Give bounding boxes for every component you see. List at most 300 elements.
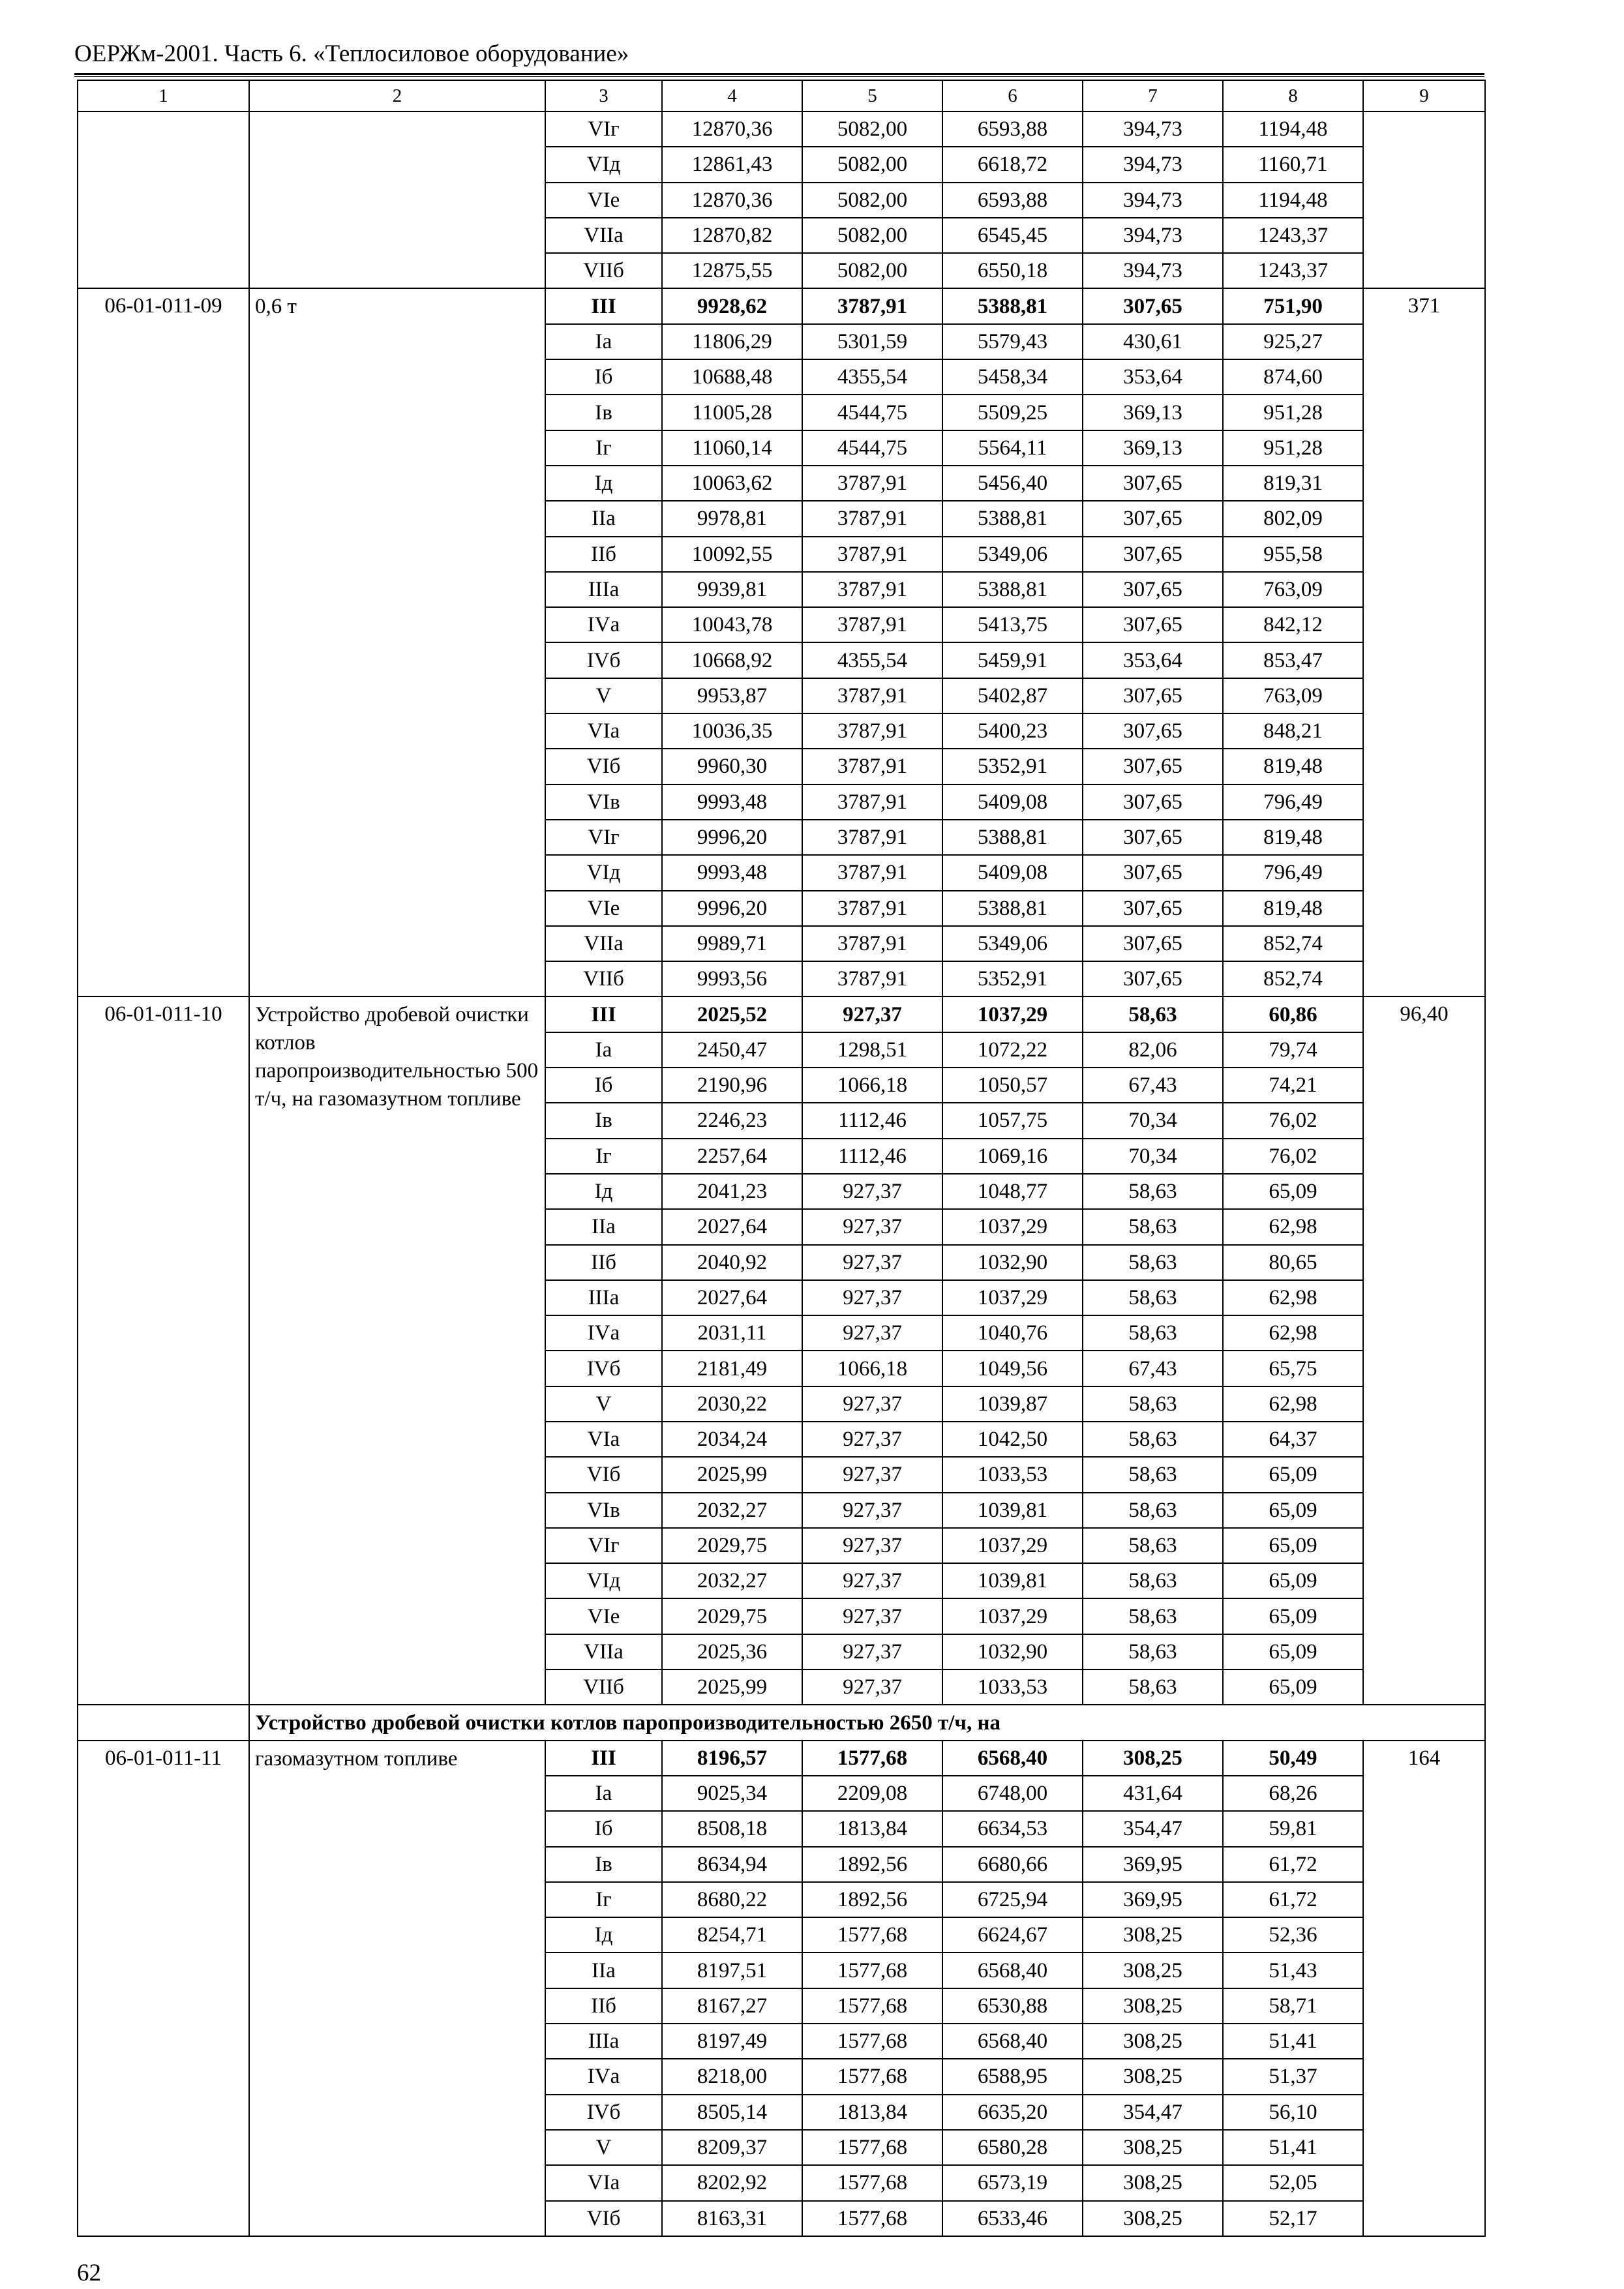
cell-machines: 5564,11 [942,430,1083,466]
cell-wages: 927,37 [802,1528,942,1563]
cell-total: 12870,82 [662,218,802,253]
cell-machinist-wages: 58,63 [1083,1386,1223,1422]
cell-total: 8508,18 [662,1811,802,1846]
column-header-9: 9 [1363,80,1485,112]
cell-region: VIб [545,1457,662,1492]
rate-name: Устройство дробевой очистки котлов паропроизводительностью 500 т/ч, на газомазутном топливе [249,996,545,1705]
cell-wages: 3787,91 [802,785,942,820]
cell-materials: 874,60 [1223,359,1363,395]
cell-machines: 5388,81 [942,501,1083,536]
cell-materials: 951,28 [1223,430,1363,466]
cell-wages: 927,37 [802,1634,942,1669]
cell-region: VIг [545,820,662,855]
cell-wages: 1577,68 [802,2201,942,2236]
column-header-3: 3 [545,80,662,112]
cell-materials: 65,09 [1223,1634,1363,1669]
cell-machines: 5400,23 [942,713,1083,749]
cell-machines: 6618,72 [942,147,1083,182]
cell-region: IVа [545,2059,662,2094]
cell-machines: 6545,45 [942,218,1083,253]
cell-total: 2025,52 [662,996,802,1032]
cell-materials: 819,48 [1223,891,1363,926]
rates-table [77,80,1486,2237]
section-heading-blank [78,1705,249,1740]
cell-wages: 3787,91 [802,678,942,713]
cell-machines: 5349,06 [942,926,1083,961]
rate-name: газомазутном топливе [249,1741,545,2236]
cell-materials: 819,48 [1223,820,1363,855]
cell-machinist-wages: 308,25 [1083,2059,1223,2094]
cell-total: 2190,96 [662,1068,802,1103]
cell-total: 9996,20 [662,891,802,926]
cell-region: VIа [545,713,662,749]
cell-wages: 3787,91 [802,926,942,961]
cell-machines: 6568,40 [942,1952,1083,1988]
cell-machines: 1039,87 [942,1386,1083,1422]
cell-machinist-wages: 307,65 [1083,537,1223,572]
cell-wages: 1577,68 [802,2130,942,2165]
cell-machinist-wages: 307,65 [1083,572,1223,607]
cell-wages: 1066,18 [802,1351,942,1386]
table-row [78,1741,1485,1776]
cell-wages: 3787,91 [802,891,942,926]
cell-wages: 3787,91 [802,961,942,996]
cell-machinist-wages: 308,25 [1083,2165,1223,2200]
cell-materials: 955,58 [1223,537,1363,572]
cell-wages: 927,37 [802,1422,942,1457]
cell-region: IIб [545,537,662,572]
cell-materials: 51,37 [1223,2059,1363,2094]
cell-machines: 5409,08 [942,785,1083,820]
cell-machines: 1057,75 [942,1103,1083,1138]
cell-machinist-wages: 394,73 [1083,147,1223,182]
cell-total: 2257,64 [662,1139,802,1174]
cell-total: 10063,62 [662,466,802,501]
cell-machines: 5458,34 [942,359,1083,395]
cell-machinist-wages: 307,65 [1083,785,1223,820]
cell-total: 9993,48 [662,855,802,890]
cell-total: 2025,99 [662,1669,802,1705]
cell-materials: 925,27 [1223,324,1363,359]
cell-wages: 1577,68 [802,2024,942,2059]
cell-machinist-wages: 308,25 [1083,2201,1223,2236]
cell-wages: 5301,59 [802,324,942,359]
cell-materials: 802,09 [1223,501,1363,536]
cell-region: Iв [545,395,662,430]
cell-machines: 5459,91 [942,642,1083,678]
cell-wages: 3787,91 [802,713,942,749]
cell-machines: 1033,53 [942,1457,1083,1492]
cell-materials: 852,74 [1223,926,1363,961]
cell-machinist-wages: 67,43 [1083,1068,1223,1103]
cell-region: Iд [545,1917,662,1952]
cell-machinist-wages: 58,63 [1083,1315,1223,1351]
cell-materials: 1194,48 [1223,183,1363,218]
cell-materials: 56,10 [1223,2095,1363,2130]
cell-total: 2029,75 [662,1598,802,1634]
cell-machinist-wages: 307,65 [1083,820,1223,855]
cell-materials: 951,28 [1223,395,1363,430]
page-number: 62 [77,2260,101,2286]
cell-machinist-wages: 307,65 [1083,961,1223,996]
cell-total: 8209,37 [662,2130,802,2165]
cell-wages: 4544,75 [802,395,942,430]
cell-machinist-wages: 58,63 [1083,1563,1223,1598]
cell-machines: 1049,56 [942,1351,1083,1386]
cell-machines: 1037,29 [942,1598,1083,1634]
cell-total: 12870,36 [662,112,802,147]
cell-region: VIд [545,147,662,182]
cell-total: 11060,14 [662,430,802,466]
column-header-7: 7 [1083,80,1223,112]
cell-wages: 927,37 [802,1245,942,1280]
cell-region: Iг [545,430,662,466]
cell-total: 2025,99 [662,1457,802,1492]
section-heading: Устройство дробевой очистки котлов паропроизводительностью 2650 т/ч, на [249,1705,1485,1740]
labor-resource: 164 [1363,1741,1485,2236]
cell-wages: 1577,68 [802,1952,942,1988]
cell-total: 8254,71 [662,1917,802,1952]
cell-materials: 819,48 [1223,749,1363,784]
cell-materials: 61,72 [1223,1847,1363,1882]
cell-total: 8505,14 [662,2095,802,2130]
cell-region: VIе [545,183,662,218]
cell-machinist-wages: 58,63 [1083,1209,1223,1244]
cell-region: IIIа [545,2024,662,2059]
cell-materials: 52,05 [1223,2165,1363,2200]
cell-machines: 1037,29 [942,1209,1083,1244]
cell-machines: 5352,91 [942,749,1083,784]
cell-total: 8163,31 [662,2201,802,2236]
cell-total: 8197,49 [662,2024,802,2059]
cell-total: 9960,30 [662,749,802,784]
cell-wages: 1577,68 [802,1917,942,1952]
column-header-8: 8 [1223,80,1363,112]
cell-region: IIб [545,1245,662,1280]
cell-materials: 65,09 [1223,1174,1363,1209]
cell-machinist-wages: 307,65 [1083,855,1223,890]
cell-machines: 1039,81 [942,1493,1083,1528]
cell-machines: 6533,46 [942,2201,1083,2236]
cell-wages: 4355,54 [802,642,942,678]
cell-wages: 927,37 [802,1280,942,1315]
cell-total: 10092,55 [662,537,802,572]
labor-resource: 96,40 [1363,996,1485,1705]
cell-machines: 5388,81 [942,820,1083,855]
cell-materials: 62,98 [1223,1315,1363,1351]
cell-machines: 1072,22 [942,1032,1083,1068]
cell-region: VIв [545,785,662,820]
cell-machinist-wages: 431,64 [1083,1776,1223,1811]
cell-machines: 5349,06 [942,537,1083,572]
cell-total: 10036,35 [662,713,802,749]
cell-materials: 65,09 [1223,1669,1363,1705]
column-header-2: 2 [249,80,545,112]
cell-machinist-wages: 394,73 [1083,183,1223,218]
cell-materials: 842,12 [1223,607,1363,642]
cell-machines: 6530,88 [942,1988,1083,2024]
cell-region: VIб [545,2201,662,2236]
cell-materials: 59,81 [1223,1811,1363,1846]
cell-materials: 58,71 [1223,1988,1363,2024]
cell-wages: 5082,00 [802,147,942,182]
cell-machinist-wages: 308,25 [1083,2024,1223,2059]
cell-total: 11806,29 [662,324,802,359]
cell-materials: 50,49 [1223,1741,1363,1776]
table-row [78,996,1485,1032]
cell-machinist-wages: 58,63 [1083,1457,1223,1492]
cell-wages: 5082,00 [802,112,942,147]
cell-wages: 3787,91 [802,501,942,536]
cell-machinist-wages: 307,65 [1083,466,1223,501]
cell-machinist-wages: 58,63 [1083,1493,1223,1528]
cell-machines: 1039,81 [942,1563,1083,1598]
cell-total: 8167,27 [662,1988,802,2024]
cell-total: 10043,78 [662,607,802,642]
cell-machinist-wages: 58,63 [1083,996,1223,1032]
cell-total: 2032,27 [662,1493,802,1528]
cell-total: 12870,36 [662,183,802,218]
cell-machinist-wages: 58,63 [1083,1598,1223,1634]
cell-materials: 1194,48 [1223,112,1363,147]
cell-materials: 852,74 [1223,961,1363,996]
cell-materials: 1243,37 [1223,253,1363,288]
cell-machinist-wages: 307,65 [1083,926,1223,961]
table-row [78,112,1485,147]
cell-machines: 5388,81 [942,572,1083,607]
cell-wages: 927,37 [802,996,942,1032]
cell-materials: 1243,37 [1223,218,1363,253]
cell-machinist-wages: 308,25 [1083,2130,1223,2165]
cell-total: 2031,11 [662,1315,802,1351]
cell-machinist-wages: 353,64 [1083,359,1223,395]
cell-materials: 79,74 [1223,1032,1363,1068]
rate-code: 06-01-011-11 [78,1741,249,2236]
cell-machines: 5579,43 [942,324,1083,359]
cell-materials: 61,72 [1223,1882,1363,1917]
cell-materials: 62,98 [1223,1386,1363,1422]
cell-machinist-wages: 58,63 [1083,1245,1223,1280]
cell-total: 10668,92 [662,642,802,678]
cell-machines: 6680,66 [942,1847,1083,1882]
cell-materials: 796,49 [1223,855,1363,890]
cell-region: VIIб [545,253,662,288]
cell-machines: 1037,29 [942,1280,1083,1315]
cell-machinist-wages: 394,73 [1083,218,1223,253]
cell-machinist-wages: 369,13 [1083,395,1223,430]
cell-wages: 5082,00 [802,218,942,253]
cell-machines: 1048,77 [942,1174,1083,1209]
cell-total: 2032,27 [662,1563,802,1598]
cell-wages: 3787,91 [802,466,942,501]
cell-machines: 6593,88 [942,112,1083,147]
cell-machines: 6593,88 [942,183,1083,218]
continuation-name-cell [249,112,545,288]
cell-region: VIIа [545,1634,662,1669]
cell-region: IVа [545,1315,662,1351]
continuation-code-cell [78,112,249,288]
cell-total: 12875,55 [662,253,802,288]
cell-materials: 848,21 [1223,713,1363,749]
cell-machines: 6725,94 [942,1882,1083,1917]
section-heading-row [78,1705,1485,1740]
cell-materials: 65,09 [1223,1598,1363,1634]
cell-machinist-wages: 58,63 [1083,1280,1223,1315]
cell-region: Iа [545,1776,662,1811]
cell-total: 2029,75 [662,1528,802,1563]
cell-region: IIа [545,501,662,536]
cell-machinist-wages: 307,65 [1083,713,1223,749]
cell-wages: 5082,00 [802,183,942,218]
cell-machines: 5413,75 [942,607,1083,642]
cell-wages: 1577,68 [802,1988,942,2024]
cell-region: Iа [545,324,662,359]
cell-machinist-wages: 307,65 [1083,607,1223,642]
cell-wages: 3787,91 [802,537,942,572]
cell-region: VIе [545,1598,662,1634]
cell-region: IVа [545,607,662,642]
cell-materials: 68,26 [1223,1776,1363,1811]
cell-machinist-wages: 82,06 [1083,1032,1223,1068]
cell-region: IIа [545,1209,662,1244]
cell-machines: 5388,81 [942,288,1083,323]
cell-region: Iб [545,1068,662,1103]
cell-region: Iб [545,1811,662,1846]
page-header-title: ОЕРЖм-2001. Часть 6. «Теплосиловое оборудование» [74,40,629,67]
cell-region: IVб [545,642,662,678]
cell-wages: 1577,68 [802,2059,942,2094]
cell-total: 8197,51 [662,1952,802,1988]
continuation-resource-cell [1363,112,1485,288]
cell-wages: 927,37 [802,1386,942,1422]
cell-wages: 927,37 [802,1493,942,1528]
cell-machinist-wages: 58,63 [1083,1528,1223,1563]
cell-region: Iд [545,1174,662,1209]
cell-machines: 5509,25 [942,395,1083,430]
cell-machinist-wages: 308,25 [1083,1741,1223,1776]
header-rule [74,73,1484,75]
cell-machinist-wages: 394,73 [1083,253,1223,288]
rate-code: 06-01-011-10 [78,996,249,1705]
cell-wages: 927,37 [802,1457,942,1492]
cell-materials: 51,43 [1223,1952,1363,1988]
cell-region: VIв [545,1493,662,1528]
cell-machinist-wages: 307,65 [1083,749,1223,784]
cell-wages: 3787,91 [802,572,942,607]
cell-machinist-wages: 369,13 [1083,430,1223,466]
cell-materials: 80,65 [1223,1245,1363,1280]
cell-total: 2027,64 [662,1209,802,1244]
cell-total: 2041,23 [662,1174,802,1209]
cell-machines: 5456,40 [942,466,1083,501]
cell-total: 2246,23 [662,1103,802,1138]
cell-machinist-wages: 70,34 [1083,1103,1223,1138]
cell-total: 9939,81 [662,572,802,607]
cell-machines: 6588,95 [942,2059,1083,2094]
cell-total: 9989,71 [662,926,802,961]
column-header-1: 1 [78,80,249,112]
column-header-4: 4 [662,80,802,112]
cell-total: 2027,64 [662,1280,802,1315]
cell-total: 11005,28 [662,395,802,430]
cell-machinist-wages: 307,65 [1083,678,1223,713]
cell-wages: 4355,54 [802,359,942,395]
cell-wages: 3787,91 [802,820,942,855]
cell-machinist-wages: 353,64 [1083,642,1223,678]
cell-region: VIг [545,1528,662,1563]
cell-wages: 3787,91 [802,749,942,784]
cell-region: Iв [545,1103,662,1138]
cell-wages: 1066,18 [802,1068,942,1103]
cell-region: IIIа [545,572,662,607]
cell-region: IIа [545,1952,662,1988]
cell-total: 9978,81 [662,501,802,536]
cell-region: VIд [545,855,662,890]
cell-machinist-wages: 354,47 [1083,2095,1223,2130]
cell-region: Iг [545,1139,662,1174]
cell-materials: 64,37 [1223,1422,1363,1457]
cell-region: VIIб [545,961,662,996]
cell-machinist-wages: 70,34 [1083,1139,1223,1174]
cell-machinist-wages: 369,95 [1083,1882,1223,1917]
cell-region: Iд [545,466,662,501]
cell-machinist-wages: 58,63 [1083,1669,1223,1705]
cell-total: 9928,62 [662,288,802,323]
cell-wages: 1813,84 [802,1811,942,1846]
cell-region: VIб [545,749,662,784]
cell-materials: 65,09 [1223,1528,1363,1563]
cell-region: V [545,678,662,713]
cell-total: 2450,47 [662,1032,802,1068]
cell-machines: 1037,29 [942,996,1083,1032]
labor-resource: 371 [1363,288,1485,996]
cell-region: IVб [545,2095,662,2130]
cell-machinist-wages: 58,63 [1083,1634,1223,1669]
cell-machines: 6568,40 [942,2024,1083,2059]
cell-machines: 6634,53 [942,1811,1083,1846]
cell-wages: 1813,84 [802,2095,942,2130]
cell-materials: 763,09 [1223,678,1363,713]
cell-total: 2034,24 [662,1422,802,1457]
cell-total: 8196,57 [662,1741,802,1776]
cell-region: III [545,1741,662,1776]
cell-machinist-wages: 58,63 [1083,1422,1223,1457]
cell-total: 8218,00 [662,2059,802,2094]
cell-region: IIб [545,1988,662,2024]
cell-materials: 51,41 [1223,2130,1363,2165]
cell-region: Iв [545,1847,662,1882]
cell-materials: 76,02 [1223,1103,1363,1138]
cell-total: 2025,36 [662,1634,802,1669]
cell-region: IVб [545,1351,662,1386]
cell-machinist-wages: 430,61 [1083,324,1223,359]
cell-wages: 4544,75 [802,430,942,466]
cell-machines: 1033,53 [942,1669,1083,1705]
cell-wages: 3787,91 [802,607,942,642]
cell-machinist-wages: 369,95 [1083,1847,1223,1882]
cell-total: 9025,34 [662,1776,802,1811]
cell-materials: 65,09 [1223,1457,1363,1492]
cell-wages: 1112,46 [802,1139,942,1174]
cell-materials: 65,75 [1223,1351,1363,1386]
cell-total: 8680,22 [662,1882,802,1917]
cell-total: 8202,92 [662,2165,802,2200]
cell-machinist-wages: 307,65 [1083,891,1223,926]
cell-total: 9993,56 [662,961,802,996]
cell-machines: 5352,91 [942,961,1083,996]
cell-machinist-wages: 58,63 [1083,1174,1223,1209]
cell-wages: 1112,46 [802,1103,942,1138]
